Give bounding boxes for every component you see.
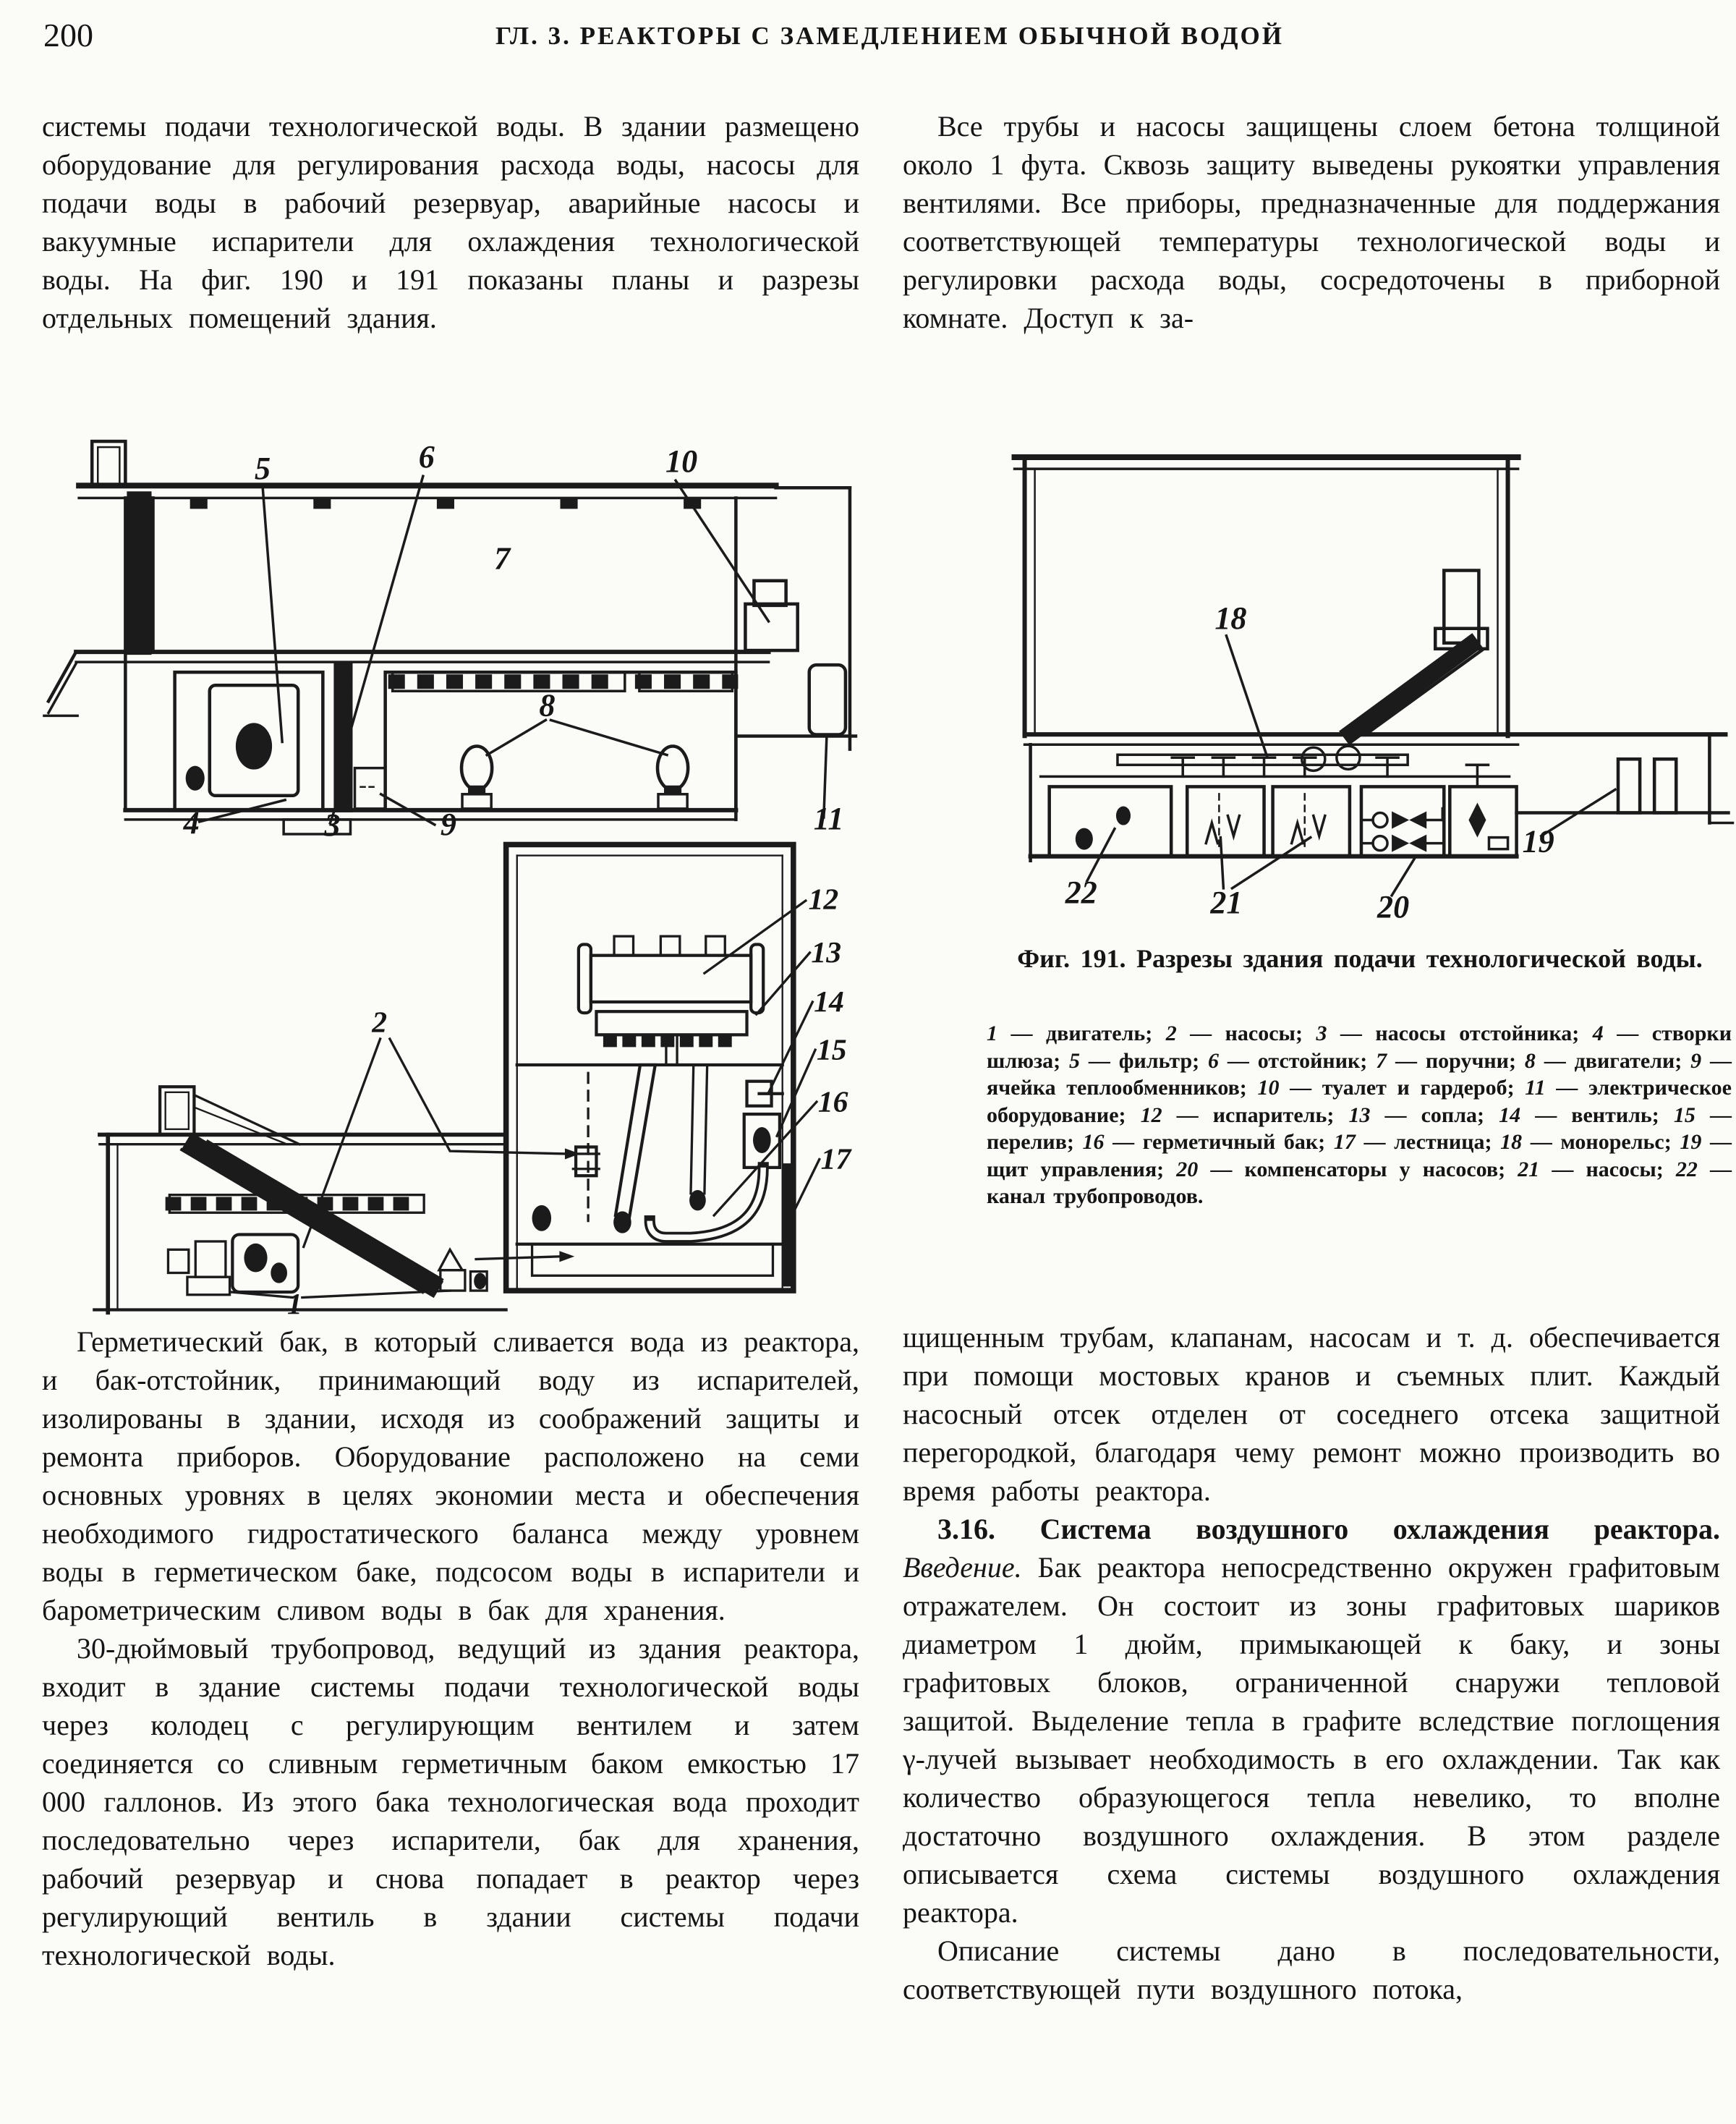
figure-label-8: 8 [539, 687, 556, 723]
figure-caption: Фиг. 191. Разрезы здания подачи технологической воды. [1017, 944, 1703, 973]
right-annex [1517, 734, 1733, 823]
section-heading: 3.16. Система воздушного охлаждения реактора. [937, 1513, 1720, 1545]
figure-label-6: 6 [418, 439, 435, 475]
right-column-top [903, 107, 1720, 337]
figure-label-9: 9 [440, 806, 456, 838]
left-column-top [42, 107, 859, 337]
motor-room [386, 672, 736, 810]
figure-label-22: 22 [1065, 874, 1097, 910]
paragraph: щищенным трубам, клапанам, насосам и т. д. обеспечивается при помощи мостовых кранов и съемных плит. Каждый насосный отсек отделен от соседнего отсека защитной перегородкой, благодаря чему ремонт можно производить во время работы реактора. [903, 1321, 1720, 1507]
pipe-canal [1050, 786, 1172, 856]
right-column-bottom [903, 1318, 1720, 2008]
figure-191-section-right [1007, 446, 1736, 932]
running-head: ГЛ. 3. РЕАКТОРЫ С ЗАМЕДЛЕНИЕМ ОБЫЧНОЙ ВОДОЙ [495, 22, 1284, 50]
ladder-and-cell [343, 672, 385, 810]
building-section-drawing-3 [1007, 446, 1736, 932]
figure-label-13: 13 [811, 936, 842, 970]
left-low-building [94, 1087, 506, 1312]
figure-label-17: 17 [820, 1142, 851, 1176]
figure-label-2: 2 [372, 1006, 388, 1040]
figure-label-21: 21 [1210, 884, 1243, 920]
figure-label-7: 7 [494, 540, 511, 577]
paragraph: 30-дюймовый трубопровод, ведущий из здания реактора, входит в здание системы подачи технологической воды через колодец с регулирующим вентилем и затем соединяется со сливным герметичным баком емкостью 17 000 галлонов. Из этого бака технологическая вода проходит последовательно через испарители, бак для хранения, рабочий резервуар и снова попадает в реактор через регулирующий вентиль в здании системы подачи технологической воды. [42, 1632, 859, 1971]
tall-hall [1015, 457, 1726, 765]
paragraph: Все трубы и насосы защищены слоем бетона толщиной около 1 фута. Сквозь защиту выведены рукоятки управления вентилями. Все приборы, предназначенные для поддержания соответствующей температуры технологической воды и регулировки расхода воды, сосредоточены в приборной комнате. Доступ к за- [903, 110, 1720, 334]
pump-cells [1187, 786, 1350, 856]
leader-lines [231, 901, 819, 1298]
section-body-text: Бак реактора непосредственно окружен графитовым отражателем. Он состоит из зоны графитовых шариков диаметром 1 дюйм, примыкающей к баку, и зоны графитовых блоков, ограниченной снаружи тепловой защитой. Выделение тепла в графите вследствие поглощения γ-лучей вызывает необходимость в его охлаждении. Так как количество образующегося тепла невелико, то вполне достаточно воздушного охлаждения. В этом разделе описывается схема системы воздушного охлаждения реактора. [903, 1551, 1720, 1929]
sealed-tank-chamber [506, 844, 793, 1291]
paragraph: системы подачи технологической воды. В здании размещено оборудование для регулирования расхода воды, насосы для подачи воды в рабочий резервуар, аварийные насосы и вакуумные испарители для охлаждения технологической воды. На фиг. 190 и 191 показаны планы и разрезы отдельных помещений здания. [42, 110, 859, 334]
compensators [1361, 786, 1517, 856]
figure-label-19: 19 [1522, 823, 1554, 859]
figure-label-3: 3 [324, 807, 341, 838]
figure-label-11: 11 [813, 800, 844, 836]
figure-label-20: 20 [1377, 888, 1410, 925]
figure-191-section-upper-left [41, 431, 872, 838]
page-number: 200 [43, 17, 93, 54]
figure-label-14: 14 [814, 985, 844, 1019]
structure-lines [44, 441, 850, 820]
right-annex [736, 581, 856, 736]
figure-legend: 1 — двигатель; 2 — насосы; 3 — насосы отстойника; 4 — створки шлюза; 5 — фильтр; 6 — отстойник; 7 — поручни; 8 — двигатели; 9 — ячейка теплообменников; 10 — туалет и гардероб; 11 — электрическое оборудование; 12 — испаритель; 13 — сопла; 14 — вентиль; 15 — перелив; 16 — герметичный бак; 17 — лестница; 18 — монорельс; 19 — щит управления; 20 — компенсаторы у насосов; 21 — насосы; 22 — канал трубопроводов. [987, 1021, 1732, 1208]
left-column-bottom [42, 1322, 859, 1974]
figure-label-16: 16 [817, 1085, 848, 1119]
figure-label-1: 1 [287, 1288, 302, 1317]
figure-label-5: 5 [255, 451, 271, 487]
building-section-drawing-1 [41, 431, 872, 838]
figure-label-18: 18 [1214, 600, 1247, 636]
paragraph: Описание системы дано в последовательности, соответствующей пути воздушного потока, [903, 1934, 1720, 2005]
figure-label-10: 10 [665, 443, 698, 480]
building-section-drawing-2 [41, 838, 887, 1317]
figure-191-section-lower-left [41, 838, 887, 1317]
section-3-16-paragraph [903, 1510, 1720, 1932]
paragraph: Герметический бак, в который сливается вода из реактора, и бак-отстойник, принимающий воду из испарителей, изолированы в здании, исходя из соображений защиты и ремонта приборов. Оборудование расположено на семи основных уровнях в целях экономии места и обеспечения необходимого гидростатического баланса между уровнем воды в герметическом баке, подсосом воды в испарители и барометрическим сливом воды в бак для хранения. [42, 1325, 859, 1626]
figure-label-12: 12 [808, 883, 839, 917]
section-intro-label: Введение. [903, 1551, 1022, 1584]
figure-label-4: 4 [183, 804, 200, 838]
figure-label-15: 15 [816, 1033, 847, 1067]
